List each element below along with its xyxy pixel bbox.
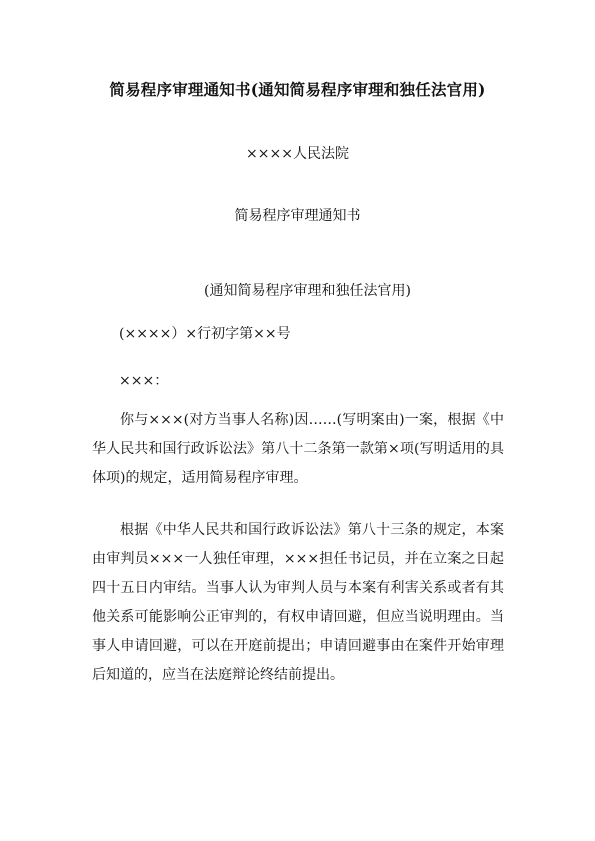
court-name: ××××人民法院 bbox=[246, 146, 349, 162]
body-paragraph-2: 根据《中华人民共和国行政诉讼法》第八十三条的规定，本案由审判员×××一人独任审理，×××担任书记员，并在立案之日起四十五日内审结。当事人认为审判人员与本案有利害关系或者有其他关系可能影响公正审判的，有权申请回避，但应当说明理由。当事人申请回避，可以在开庭前提出；申请回避事由在案件开始审理后知道的，应当在法庭辩论终结前提出。 bbox=[92, 522, 504, 683]
notice-name: 简易程序审理通知书 bbox=[234, 208, 361, 224]
document-subtitle: (通知简易程序审理和独任法官用) bbox=[204, 283, 411, 299]
body-paragraph-1: 你与×××(对方当事人名称)因……(写明案由)一案，根据《中华人民共和国行政诉讼法》第八十二条第一款第×项(写明适用的具体项)的规定，适用简易程序审理。 bbox=[92, 412, 504, 486]
addressee: ×××： bbox=[119, 373, 169, 389]
case-number: (××××）×行初字第××号 bbox=[119, 326, 291, 342]
document-title: 简易程序审理通知书(通知简易程序审理和独任法官用) bbox=[109, 80, 486, 99]
